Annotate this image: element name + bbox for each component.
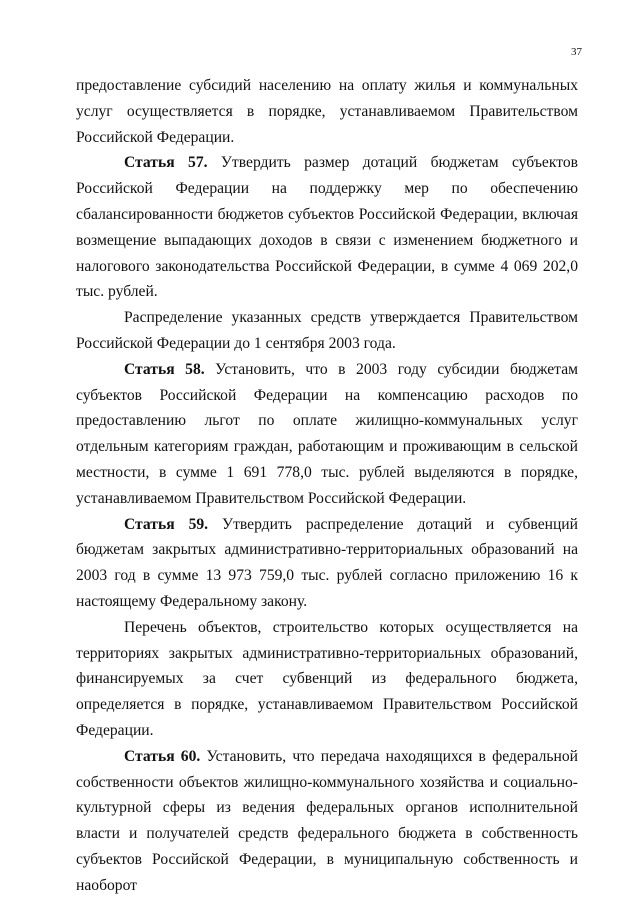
article-heading: Статья 60.: [124, 747, 201, 765]
paragraph-text: Распределение указанных средств утверждается Правительством Российской Федерации до 1 сентября 2003 года.: [76, 309, 578, 352]
article-heading: Статья 59.: [124, 515, 209, 533]
article-heading: Статья 58.: [124, 360, 205, 378]
article-59: [76, 512, 578, 615]
paragraph-text: Установить, что передача находящихся в федеральной собственности объектов жилищно-коммунального хозяйства и социально-культурной сферы из ведения федеральных органов исполнительной власти и получателей средств федерального бюджета в собственность субъектов Российской Федерации, в муниципальную собственность и наоборот: [76, 747, 578, 894]
paragraph-text: Утвердить размер дотаций бюджетам субъектов Российской Федерации на поддержку мер по обеспечению сбалансированности бюджетов субъектов Российской Федерации, включая возмещение выпадающих доходов в связи с изменением бюджетного и налогового законодательства Российской Федерации, в сумме 4 069 202,0 тыс. рублей.: [76, 154, 578, 301]
paragraph-text: Утвердить распределение дотаций и субвенций бюджетам закрытых административно-территориальных образований на 2003 год в сумме 13 973 759,0 тыс. рублей согласно приложению 16 к настоящему Федеральному закону.: [76, 515, 578, 610]
paragraph-objects-list: [76, 615, 578, 744]
paragraph-text: Установить, что в 2003 году субсидии бюджетам субъектов Российской Федерации на компенсацию расходов по предоставлению льгот по оплате жилищно-коммунальных услуг отдельным категориям граждан, работающим и проживающим в сельской местности, в сумме 1 691 778,0 тыс. рублей выделяются в порядке, устанавливаемом Правительством Российской Федерации.: [76, 360, 578, 507]
paragraph-text: Перечень объектов, строительство которых осуществляется на территориях закрытых административно-территориальных образований, финансируемых за счет субвенций из федерального бюджета, определяется в порядке, устанавливаемом Правительством Российской Федерации.: [76, 618, 578, 739]
paragraph-text: предоставление субсидий населению на оплату жилья и коммунальных услуг осуществляется в порядке, устанавливаемом Правительством Российской Федерации.: [76, 77, 578, 146]
page-number: 37: [571, 46, 582, 58]
document-body: [76, 73, 578, 899]
article-heading: Статья 57.: [124, 154, 208, 172]
article-58: [76, 357, 578, 512]
article-60: [76, 744, 578, 899]
article-57: [76, 150, 578, 305]
paragraph-intro: [76, 73, 578, 150]
paragraph-distribution: [76, 305, 578, 357]
